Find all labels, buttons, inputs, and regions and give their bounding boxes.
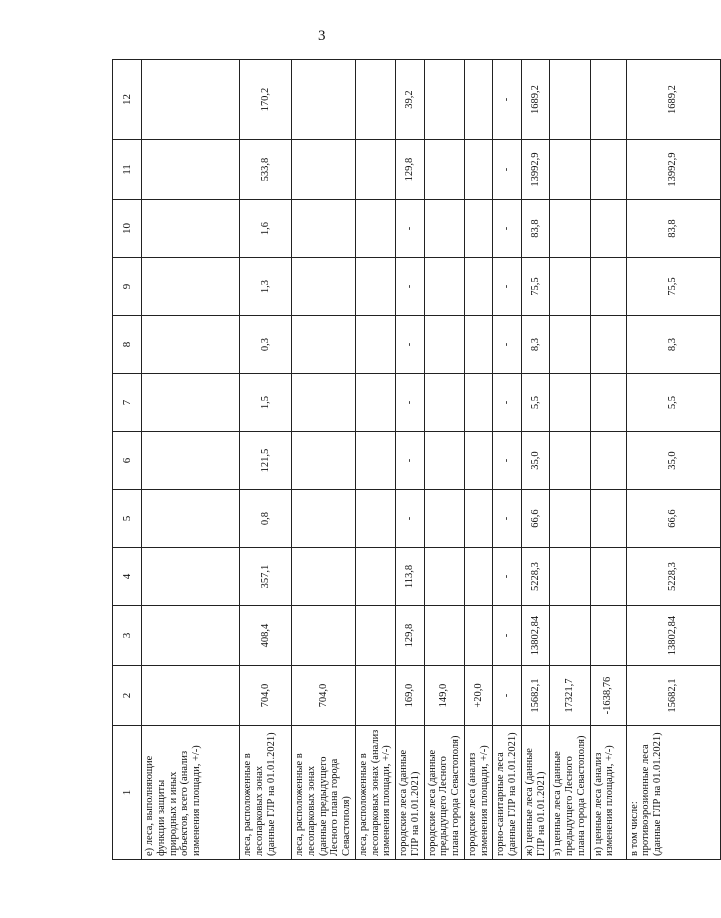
table-row (590, 60, 626, 860)
value-cell: 35,0 (626, 432, 720, 490)
value-cell: 5,5 (521, 374, 550, 432)
page-number: 3 (318, 28, 326, 44)
value-cell: 113,8 (396, 548, 425, 606)
row-label-cell: ж) ценные леса (данные ГЛР на 01.01.2021) (521, 726, 550, 860)
value-cell (292, 60, 356, 140)
value-cell: 35,0 (521, 432, 550, 490)
value-cell: 83,8 (626, 200, 720, 258)
value-cell (590, 490, 626, 548)
value-cell (590, 258, 626, 316)
value-cell (550, 316, 590, 374)
value-cell: -1638,76 (590, 666, 626, 726)
value-cell: - (493, 666, 522, 726)
value-cell (550, 200, 590, 258)
row-label-cell: в том числе: противоэрозионные леса (данные ГЛР на 01.01.2021) (626, 726, 720, 860)
value-cell (292, 374, 356, 432)
value-cell (424, 316, 464, 374)
value-cell: 13802,84 (626, 606, 720, 666)
value-cell: - (493, 374, 522, 432)
value-cell (142, 548, 240, 606)
value-cell: - (493, 60, 522, 140)
value-cell (142, 200, 240, 258)
value-cell: 15682,1 (626, 666, 720, 726)
value-cell (355, 316, 395, 374)
value-cell: - (396, 374, 425, 432)
value-cell (355, 200, 395, 258)
value-cell (590, 548, 626, 606)
column-header: 9 (113, 258, 142, 316)
value-cell (292, 432, 356, 490)
value-cell (424, 548, 464, 606)
table-row (464, 60, 493, 860)
value-cell: - (493, 200, 522, 258)
value-cell (292, 316, 356, 374)
value-cell: 169,0 (396, 666, 425, 726)
value-cell (590, 606, 626, 666)
value-cell (550, 548, 590, 606)
value-cell (424, 374, 464, 432)
value-cell (355, 258, 395, 316)
column-header: 12 (113, 60, 142, 140)
value-cell (355, 666, 395, 726)
value-cell (424, 606, 464, 666)
row-label-cell: городские леса (анализ изменения площади, +/-) (464, 726, 493, 860)
value-cell: - (396, 490, 425, 548)
value-cell: 83,8 (521, 200, 550, 258)
value-cell: 1689,2 (521, 60, 550, 140)
table-row (142, 60, 240, 860)
column-header: 5 (113, 490, 142, 548)
rotated-table-container (112, 60, 679, 860)
value-cell (550, 374, 590, 432)
value-cell: 1,6 (240, 200, 292, 258)
value-cell (355, 374, 395, 432)
value-cell (464, 140, 493, 200)
value-cell: 75,5 (626, 258, 720, 316)
value-cell: 66,6 (521, 490, 550, 548)
value-cell: 5228,3 (626, 548, 720, 606)
value-cell: 149,0 (424, 666, 464, 726)
value-cell: - (493, 490, 522, 548)
value-cell (590, 60, 626, 140)
value-cell: 5228,3 (521, 548, 550, 606)
value-cell: 5,5 (626, 374, 720, 432)
table-row (521, 60, 550, 860)
row-label-cell: городские леса (данные ГЛР на 01.01.2021) (396, 726, 425, 860)
value-cell (464, 490, 493, 548)
value-cell (464, 606, 493, 666)
value-cell: 39,2 (396, 60, 425, 140)
value-cell (550, 432, 590, 490)
value-cell: 408,4 (240, 606, 292, 666)
value-cell (464, 316, 493, 374)
value-cell (142, 374, 240, 432)
value-cell (424, 490, 464, 548)
value-cell (142, 606, 240, 666)
value-cell (142, 140, 240, 200)
value-cell: 533,8 (240, 140, 292, 200)
table-row (240, 60, 292, 860)
value-cell (424, 140, 464, 200)
value-cell (142, 60, 240, 140)
value-cell (292, 606, 356, 666)
value-cell (355, 60, 395, 140)
value-cell: 704,0 (240, 666, 292, 726)
value-cell (550, 258, 590, 316)
value-cell: 0,8 (240, 490, 292, 548)
value-cell (142, 258, 240, 316)
value-cell: 121,5 (240, 432, 292, 490)
column-header: 10 (113, 200, 142, 258)
value-cell: 8,3 (626, 316, 720, 374)
value-cell (424, 200, 464, 258)
value-cell (550, 60, 590, 140)
value-cell: 129,8 (396, 140, 425, 200)
value-cell: 75,5 (521, 258, 550, 316)
value-cell: 0,3 (240, 316, 292, 374)
value-cell (464, 432, 493, 490)
value-cell: - (493, 316, 522, 374)
value-cell (590, 432, 626, 490)
row-label-cell: з) ценные леса (данные предыдущего Лесного плана города Севастополя) (550, 726, 590, 860)
value-cell: - (396, 258, 425, 316)
value-cell: 15682,1 (521, 666, 550, 726)
value-cell (464, 548, 493, 606)
value-cell: - (493, 140, 522, 200)
value-cell: 1,5 (240, 374, 292, 432)
value-cell (550, 490, 590, 548)
column-header: 1 (113, 726, 142, 860)
value-cell (424, 258, 464, 316)
value-cell: 170,2 (240, 60, 292, 140)
value-cell (292, 548, 356, 606)
value-cell (464, 60, 493, 140)
value-cell (464, 258, 493, 316)
row-label-cell: горно-санитарные леса (данные ГЛР на 01.01.2021) (493, 726, 522, 860)
value-cell (142, 490, 240, 548)
value-cell: - (493, 432, 522, 490)
row-label-cell: леса, расположенные в лесопарковых зонах (анализ изменения площади, +/-) (355, 726, 395, 860)
value-cell: 357,1 (240, 548, 292, 606)
value-cell: 1689,2 (626, 60, 720, 140)
table-row (355, 60, 395, 860)
value-cell (590, 374, 626, 432)
value-cell (355, 490, 395, 548)
value-cell: - (396, 316, 425, 374)
row-label-cell: е) леса, выполняющие функции защиты природных и иных объектов, всего (анализ изменения площади, +/-) (142, 726, 240, 860)
column-header: 4 (113, 548, 142, 606)
value-cell (590, 316, 626, 374)
value-cell: 129,8 (396, 606, 425, 666)
forest-data-table (112, 59, 721, 860)
value-cell (424, 60, 464, 140)
table-row (396, 60, 425, 860)
value-cell (292, 200, 356, 258)
value-cell: 1,3 (240, 258, 292, 316)
row-label-cell: леса, расположенные в лесопарковых зонах (данные ГЛР на 01.01.2021) (240, 726, 292, 860)
value-cell (355, 606, 395, 666)
value-cell (424, 432, 464, 490)
value-cell (142, 432, 240, 490)
value-cell: 13802,84 (521, 606, 550, 666)
value-cell (550, 140, 590, 200)
value-cell (142, 666, 240, 726)
row-label-cell: леса, расположенные в лесопарковых зонах (данные предыдущего Лесного плана города Севастополя) (292, 726, 356, 860)
value-cell: +20,0 (464, 666, 493, 726)
value-cell: 17321,7 (550, 666, 590, 726)
value-cell (292, 490, 356, 548)
column-header: 7 (113, 374, 142, 432)
value-cell: 704,0 (292, 666, 356, 726)
value-cell: - (493, 548, 522, 606)
value-cell: 13992,9 (521, 140, 550, 200)
value-cell: - (493, 258, 522, 316)
column-header: 11 (113, 140, 142, 200)
value-cell (292, 140, 356, 200)
value-cell: - (396, 432, 425, 490)
rotated-table-wrapper (112, 60, 679, 860)
table-row (292, 60, 356, 860)
value-cell (550, 606, 590, 666)
table-body (113, 60, 721, 860)
value-cell (464, 200, 493, 258)
column-header: 2 (113, 666, 142, 726)
value-cell: 66,6 (626, 490, 720, 548)
value-cell (292, 258, 356, 316)
table-row (424, 60, 464, 860)
value-cell (590, 140, 626, 200)
value-cell: 13992,9 (626, 140, 720, 200)
value-cell (355, 548, 395, 606)
value-cell: - (396, 200, 425, 258)
value-cell (355, 140, 395, 200)
table-row (626, 60, 720, 860)
table-row (550, 60, 590, 860)
value-cell: - (493, 606, 522, 666)
value-cell (355, 432, 395, 490)
row-label-cell: и) ценные леса (анализ изменения площади, +/-) (590, 726, 626, 860)
column-header: 8 (113, 316, 142, 374)
value-cell: 8,3 (521, 316, 550, 374)
table-header-row (113, 60, 142, 860)
column-header: 3 (113, 606, 142, 666)
column-header: 6 (113, 432, 142, 490)
row-label-cell: городские леса (данные предыдущего Лесного плана города Севастополя) (424, 726, 464, 860)
table-row (493, 60, 522, 860)
value-cell (142, 316, 240, 374)
value-cell (590, 200, 626, 258)
value-cell (464, 374, 493, 432)
